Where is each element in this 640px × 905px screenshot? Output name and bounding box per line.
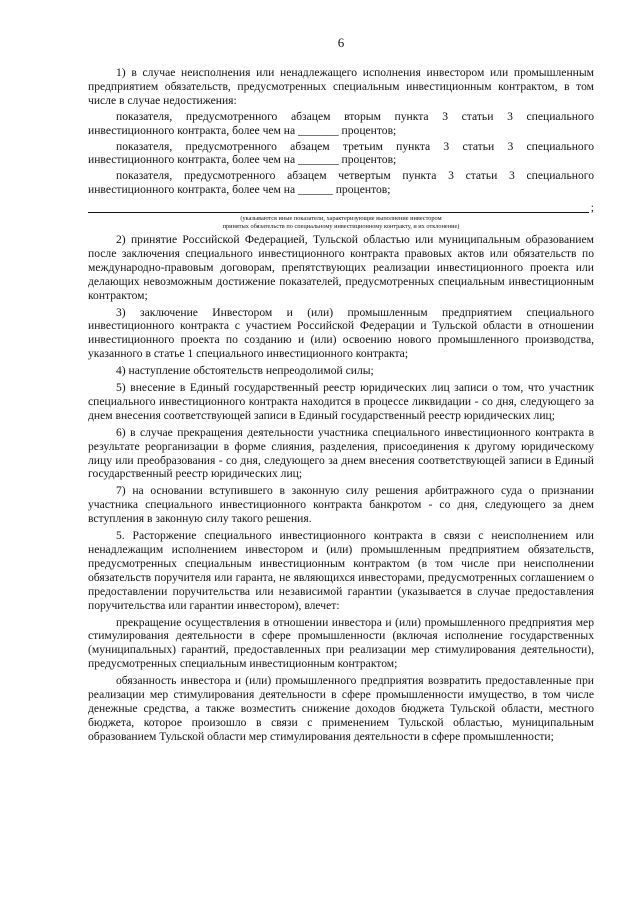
blank-underline [88, 204, 589, 213]
section-5-termination: 5. Расторжение специального инвестиционного контракта в связи с неисполнением или ненадлежащим исполнением инвестором и (или) промышленным предприятием обязательств, предусмотренных специальным инвестиционным контрактом (в том числе при неисполнении обязательств поручителя или гаранта, не являющихся инвесторами, предусмотренных соглашением о предоставлении поручительства или независимой гарантии (указывается в случае предоставления поручительства или гарантии инвестором), влечет: [88, 529, 594, 612]
indicator-third-paragraph: показателя, предусмотренного абзацем третьим пункта 3 статьи 3 специального инвестиционного контракта, более чем на _______ процентов; [88, 139, 594, 167]
clause-7: 7) на основании вступившего в законную силу решения арбитражного суда о признании участника специального инвестиционного контракта банкротом - со дня, следующего за днем вступления в законную силу такого решения. [88, 484, 594, 526]
clause-1-intro: 1) в случае неисполнения или ненадлежащего исполнения инвестором или промышленным предприятием обязательств, предусмотренных специальным инвестиционным контрактом, в том числе в случае недостижения: [88, 66, 594, 107]
clause-6: 6) в случае прекращения деятельности участника специального инвестиционного контракта в результате реорганизации в форме слияния, разделения, присоединения к другому юридическому лицу или преобразования - со дня, следующего за днем внесения соответствующей записи в Единый государственный реестр юридических лиц; [88, 425, 594, 481]
clause-4: 4) наступление обстоятельств непреодолимой силы; [116, 364, 374, 378]
clause-3: 3) заключение Инвестором и (или) промышленным предприятием специального инвестиционного контракта с участием Российской Федерации и Тульской области в отношении инвестиционного проекта по созданию и (или) освоению нового промышленного производства, указанного в статье 1 специального инвестиционного контракта; [88, 305, 594, 361]
indicator-second-paragraph: показателя, предусмотренного абзацем вторым пункта 3 статьи 3 специального инвестиционного контракта, более чем на _______ процентов; [88, 109, 594, 137]
caption-line-1: (указываются иные показатели, характеризующие выполнение инвестором [240, 215, 442, 223]
consequence-return-obligation: обязанность инвестора и (или) промышленного предприятия возвратить предоставленные при реализации мер стимулирования деятельности в сфере промышленности имущество, в том числе денежные средства, а также возместить снижение доходов бюджета Тульской области, местного бюджета, которое произошло в связи с применением Тульской областью, муниципальным образованием Тульской области мер стимулирования деятельности в сфере промышленности; [88, 674, 594, 743]
page-number: 6 [337, 35, 345, 50]
consequence-termination-of-measures: прекращение осуществления в отношении инвестора и (или) промышленного предприятия мер стимулирования деятельности в сфере промышленности (включая исполнение государственных (муниципальных) гарантий, предоставленных при реализации мер стимулирования деятельности), предусмотренных специальным инвестиционным контрактом; [88, 615, 594, 671]
blank-line-caption [88, 215, 594, 230]
blank-fill-line [88, 203, 594, 213]
caption-line-2: принятых обязательств по специальному инвестиционному контракту, и их отклонение) [222, 222, 460, 230]
clause-5: 5) внесение в Единый государственный реестр юридических лиц записи о том, что участник специального инвестиционного контракта находится в процессе ликвидации - со дня, следующего за днем внесения соответствующей записи в Единый государственный реестр юридических лиц; [88, 381, 594, 422]
clause-2: 2) принятие Российской Федерацией, Тульской областью или муниципальным образованием после заключения специального инвестиционного контракта правовых актов или обязательств по международно-правовым договорам, препятствующих реализации инвестиционного проекта или делающих невозможным достижение показателей, предусмотренных специальным инвестиционным контрактом; [88, 232, 594, 302]
indicator-fourth-paragraph: показателя, предусмотренного абзацем четвертым пункта 3 статьи 3 специального инвестиционного контракта, более чем на ______ процентов; [88, 169, 594, 197]
blank-line-semicolon: ; [590, 201, 594, 215]
